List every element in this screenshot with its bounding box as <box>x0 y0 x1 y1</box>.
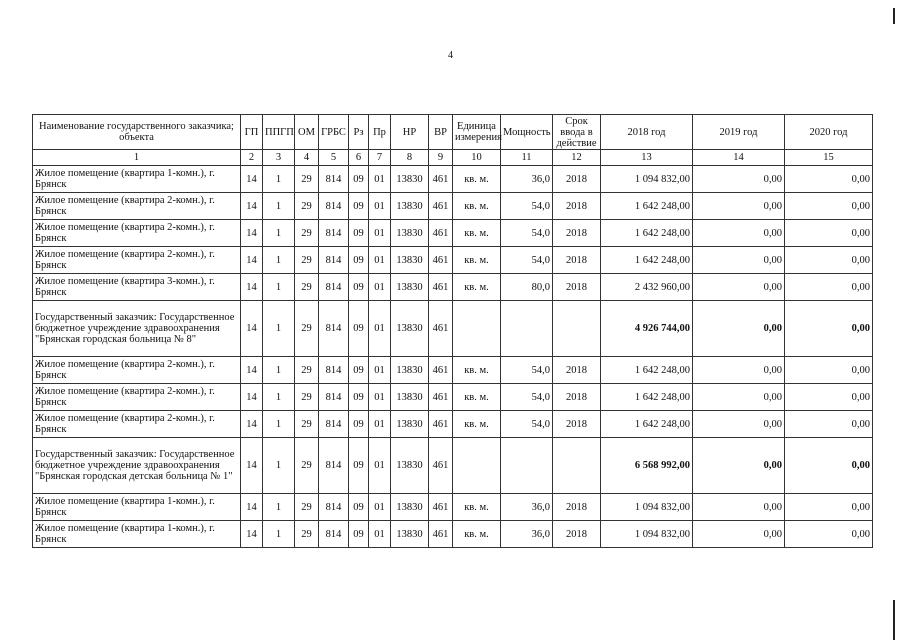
cell-power: 54,0 <box>501 193 553 220</box>
cell-grbs: 814 <box>319 357 349 384</box>
cell-pr: 01 <box>369 357 391 384</box>
cell-2019: 0,00 <box>693 494 785 521</box>
customer-row <box>33 301 873 357</box>
header-term: Срок ввода в действие <box>553 115 601 150</box>
table-row <box>33 274 873 301</box>
cell-ppgp: 1 <box>263 220 295 247</box>
row-name: Жилое помещение (квартира 2-комн.), г. Брянск <box>33 220 241 247</box>
cell-rz: 09 <box>349 274 369 301</box>
row-name: Жилое помещение (квартира 2-комн.), г. Брянск <box>33 411 241 438</box>
cell-nr: 13830 <box>391 247 429 274</box>
cell-2020: 0,00 <box>785 411 873 438</box>
header-nr: НР <box>391 115 429 150</box>
cell-term: 2018 <box>553 274 601 301</box>
cell-om: 29 <box>295 494 319 521</box>
column-number: 11 <box>501 150 553 166</box>
header-pr: Пр <box>369 115 391 150</box>
cell-ppgp: 1 <box>263 411 295 438</box>
cell-om: 29 <box>295 247 319 274</box>
cell-2020: 0,00 <box>785 521 873 548</box>
cell-rz: 09 <box>349 193 369 220</box>
cell-pr: 01 <box>369 301 391 357</box>
row-name: Жилое помещение (квартира 1-комн.), г. Брянск <box>33 494 241 521</box>
cell-vr: 461 <box>429 438 453 494</box>
column-number: 2 <box>241 150 263 166</box>
column-number: 9 <box>429 150 453 166</box>
cell-nr: 13830 <box>391 301 429 357</box>
cell-unit: кв. м. <box>453 193 501 220</box>
header-name: Наименование государственного заказчика; объекта <box>33 115 241 150</box>
cell-2019: 0,00 <box>693 521 785 548</box>
cell-term: 2018 <box>553 357 601 384</box>
cell-grbs: 814 <box>319 301 349 357</box>
cell-ppgp: 1 <box>263 521 295 548</box>
cell-term <box>553 301 601 357</box>
cell-vr: 461 <box>429 301 453 357</box>
cell-rz: 09 <box>349 438 369 494</box>
cell-ppgp: 1 <box>263 357 295 384</box>
row-name: Жилое помещение (квартира 2-комн.), г. Брянск <box>33 193 241 220</box>
header-vr: ВР <box>429 115 453 150</box>
customer-row <box>33 438 873 494</box>
cell-unit <box>453 438 501 494</box>
column-number: 13 <box>601 150 693 166</box>
cell-power: 36,0 <box>501 166 553 193</box>
cell-2018: 4 926 744,00 <box>601 301 693 357</box>
cell-unit: кв. м. <box>453 247 501 274</box>
cell-pr: 01 <box>369 384 391 411</box>
cell-vr: 461 <box>429 521 453 548</box>
column-number: 6 <box>349 150 369 166</box>
cell-2020: 0,00 <box>785 357 873 384</box>
cell-gp: 14 <box>241 411 263 438</box>
table-row <box>33 521 873 548</box>
cell-2018: 1 094 832,00 <box>601 166 693 193</box>
cell-grbs: 814 <box>319 521 349 548</box>
cell-2019: 0,00 <box>693 220 785 247</box>
cell-om: 29 <box>295 357 319 384</box>
cell-gp: 14 <box>241 357 263 384</box>
cell-ppgp: 1 <box>263 247 295 274</box>
column-number: 3 <box>263 150 295 166</box>
header-om: ОМ <box>295 115 319 150</box>
row-name: Жилое помещение (квартира 2-комн.), г. Брянск <box>33 384 241 411</box>
table-row <box>33 494 873 521</box>
header-2018: 2018 год <box>601 115 693 150</box>
row-name: Жилое помещение (квартира 3-комн.), г. Брянск <box>33 274 241 301</box>
cell-unit: кв. м. <box>453 357 501 384</box>
header-2019: 2019 год <box>693 115 785 150</box>
cell-om: 29 <box>295 521 319 548</box>
cell-2019: 0,00 <box>693 384 785 411</box>
header-grbs: ГРБС <box>319 115 349 150</box>
column-number: 14 <box>693 150 785 166</box>
cell-pr: 01 <box>369 494 391 521</box>
cell-vr: 461 <box>429 220 453 247</box>
cell-2019: 0,00 <box>693 357 785 384</box>
table-row <box>33 220 873 247</box>
header-gp: ГП <box>241 115 263 150</box>
cell-2019: 0,00 <box>693 274 785 301</box>
cell-unit: кв. м. <box>453 521 501 548</box>
cell-2020: 0,00 <box>785 220 873 247</box>
header-power: Мощность <box>501 115 553 150</box>
cell-gp: 14 <box>241 274 263 301</box>
cell-2019: 0,00 <box>693 411 785 438</box>
cell-pr: 01 <box>369 166 391 193</box>
cell-gp: 14 <box>241 220 263 247</box>
cell-pr: 01 <box>369 274 391 301</box>
cell-unit: кв. м. <box>453 274 501 301</box>
cell-power: 80,0 <box>501 274 553 301</box>
cell-2018: 1 094 832,00 <box>601 494 693 521</box>
cell-grbs: 814 <box>319 411 349 438</box>
cell-pr: 01 <box>369 220 391 247</box>
cell-nr: 13830 <box>391 411 429 438</box>
cell-rz: 09 <box>349 220 369 247</box>
column-number: 1 <box>33 150 241 166</box>
cell-om: 29 <box>295 301 319 357</box>
cell-power: 36,0 <box>501 494 553 521</box>
cell-nr: 13830 <box>391 357 429 384</box>
cell-ppgp: 1 <box>263 193 295 220</box>
row-name: Государственный заказчик: Государственное бюджетное учреждение здравоохранения "Брянская городская детская больница № 1" <box>33 438 241 494</box>
cell-term: 2018 <box>553 247 601 274</box>
cell-rz: 09 <box>349 384 369 411</box>
cell-unit: кв. м. <box>453 384 501 411</box>
cell-2019: 0,00 <box>693 193 785 220</box>
column-number-row <box>33 150 873 166</box>
cell-nr: 13830 <box>391 438 429 494</box>
cell-2018: 1 642 248,00 <box>601 411 693 438</box>
cell-vr: 461 <box>429 274 453 301</box>
cell-2018: 1 642 248,00 <box>601 220 693 247</box>
cell-pr: 01 <box>369 438 391 494</box>
cell-ppgp: 1 <box>263 274 295 301</box>
table-row <box>33 411 873 438</box>
cell-grbs: 814 <box>319 438 349 494</box>
cell-vr: 461 <box>429 494 453 521</box>
cell-2018: 6 568 992,00 <box>601 438 693 494</box>
cell-term: 2018 <box>553 521 601 548</box>
table-row <box>33 193 873 220</box>
cell-gp: 14 <box>241 384 263 411</box>
cell-ppgp: 1 <box>263 301 295 357</box>
cell-2020: 0,00 <box>785 247 873 274</box>
cell-power: 54,0 <box>501 357 553 384</box>
cell-gp: 14 <box>241 301 263 357</box>
cell-nr: 13830 <box>391 220 429 247</box>
header-unit: Единица измерения <box>453 115 501 150</box>
column-number: 12 <box>553 150 601 166</box>
cell-power: 54,0 <box>501 247 553 274</box>
cell-gp: 14 <box>241 521 263 548</box>
row-name: Жилое помещение (квартира 2-комн.), г. Брянск <box>33 247 241 274</box>
cell-term <box>553 438 601 494</box>
cell-grbs: 814 <box>319 274 349 301</box>
cell-grbs: 814 <box>319 247 349 274</box>
cell-vr: 461 <box>429 193 453 220</box>
cell-2018: 1 642 248,00 <box>601 193 693 220</box>
cell-ppgp: 1 <box>263 384 295 411</box>
header-ppgp: ППГП <box>263 115 295 150</box>
cell-2020: 0,00 <box>785 274 873 301</box>
cell-gp: 14 <box>241 247 263 274</box>
budget-table <box>32 114 873 548</box>
cell-rz: 09 <box>349 494 369 521</box>
cell-rz: 09 <box>349 521 369 548</box>
column-number: 15 <box>785 150 873 166</box>
cell-term: 2018 <box>553 166 601 193</box>
cell-term: 2018 <box>553 193 601 220</box>
table-row <box>33 247 873 274</box>
cell-unit: кв. м. <box>453 220 501 247</box>
cell-ppgp: 1 <box>263 166 295 193</box>
cell-pr: 01 <box>369 193 391 220</box>
cell-grbs: 814 <box>319 220 349 247</box>
cell-2018: 1 642 248,00 <box>601 247 693 274</box>
column-number: 7 <box>369 150 391 166</box>
cell-term: 2018 <box>553 411 601 438</box>
cell-vr: 461 <box>429 166 453 193</box>
cell-vr: 461 <box>429 411 453 438</box>
cell-power: 54,0 <box>501 220 553 247</box>
cell-2018: 1 642 248,00 <box>601 384 693 411</box>
cell-gp: 14 <box>241 166 263 193</box>
cell-2018: 1 642 248,00 <box>601 357 693 384</box>
cell-2020: 0,00 <box>785 301 873 357</box>
cell-vr: 461 <box>429 247 453 274</box>
column-number: 5 <box>319 150 349 166</box>
cell-om: 29 <box>295 220 319 247</box>
cell-om: 29 <box>295 193 319 220</box>
cell-2019: 0,00 <box>693 247 785 274</box>
cell-2019: 0,00 <box>693 438 785 494</box>
cell-2020: 0,00 <box>785 384 873 411</box>
cell-2020: 0,00 <box>785 193 873 220</box>
cell-gp: 14 <box>241 494 263 521</box>
cell-om: 29 <box>295 384 319 411</box>
cell-grbs: 814 <box>319 166 349 193</box>
table-row <box>33 357 873 384</box>
cell-unit: кв. м. <box>453 166 501 193</box>
cell-ppgp: 1 <box>263 494 295 521</box>
header-rz: Рз <box>349 115 369 150</box>
cell-power: 54,0 <box>501 384 553 411</box>
cell-nr: 13830 <box>391 274 429 301</box>
table-row <box>33 384 873 411</box>
cell-2018: 1 094 832,00 <box>601 521 693 548</box>
row-name: Жилое помещение (квартира 2-комн.), г. Брянск <box>33 357 241 384</box>
cell-om: 29 <box>295 166 319 193</box>
cell-term: 2018 <box>553 384 601 411</box>
cell-2020: 0,00 <box>785 494 873 521</box>
cell-nr: 13830 <box>391 384 429 411</box>
cell-term: 2018 <box>553 494 601 521</box>
cell-nr: 13830 <box>391 166 429 193</box>
cell-pr: 01 <box>369 521 391 548</box>
table-row <box>33 166 873 193</box>
cell-gp: 14 <box>241 193 263 220</box>
scan-edge-mark <box>893 8 895 24</box>
cell-pr: 01 <box>369 247 391 274</box>
cell-om: 29 <box>295 438 319 494</box>
scan-edge-mark <box>893 600 895 640</box>
header-row <box>33 115 873 150</box>
cell-grbs: 814 <box>319 494 349 521</box>
header-2020: 2020 год <box>785 115 873 150</box>
cell-gp: 14 <box>241 438 263 494</box>
cell-power <box>501 438 553 494</box>
cell-2020: 0,00 <box>785 166 873 193</box>
cell-2019: 0,00 <box>693 301 785 357</box>
cell-om: 29 <box>295 274 319 301</box>
cell-vr: 461 <box>429 357 453 384</box>
cell-rz: 09 <box>349 247 369 274</box>
table-body <box>33 166 873 548</box>
cell-2019: 0,00 <box>693 166 785 193</box>
cell-nr: 13830 <box>391 193 429 220</box>
cell-power: 54,0 <box>501 411 553 438</box>
cell-rz: 09 <box>349 357 369 384</box>
row-name: Жилое помещение (квартира 1-комн.), г. Брянск <box>33 166 241 193</box>
page-number: 4 <box>448 50 453 61</box>
cell-vr: 461 <box>429 384 453 411</box>
cell-2018: 2 432 960,00 <box>601 274 693 301</box>
column-number: 10 <box>453 150 501 166</box>
cell-rz: 09 <box>349 301 369 357</box>
cell-grbs: 814 <box>319 193 349 220</box>
cell-grbs: 814 <box>319 384 349 411</box>
cell-nr: 13830 <box>391 521 429 548</box>
cell-nr: 13830 <box>391 494 429 521</box>
cell-rz: 09 <box>349 411 369 438</box>
cell-unit <box>453 301 501 357</box>
cell-power <box>501 301 553 357</box>
cell-power: 36,0 <box>501 521 553 548</box>
cell-unit: кв. м. <box>453 411 501 438</box>
cell-2020: 0,00 <box>785 438 873 494</box>
cell-term: 2018 <box>553 220 601 247</box>
cell-pr: 01 <box>369 411 391 438</box>
column-number: 4 <box>295 150 319 166</box>
column-number: 8 <box>391 150 429 166</box>
cell-rz: 09 <box>349 166 369 193</box>
row-name: Жилое помещение (квартира 1-комн.), г. Брянск <box>33 521 241 548</box>
cell-ppgp: 1 <box>263 438 295 494</box>
cell-unit: кв. м. <box>453 494 501 521</box>
row-name: Государственный заказчик: Государственное бюджетное учреждение здравоохранения "Брянская городская больница № 8" <box>33 301 241 357</box>
cell-om: 29 <box>295 411 319 438</box>
